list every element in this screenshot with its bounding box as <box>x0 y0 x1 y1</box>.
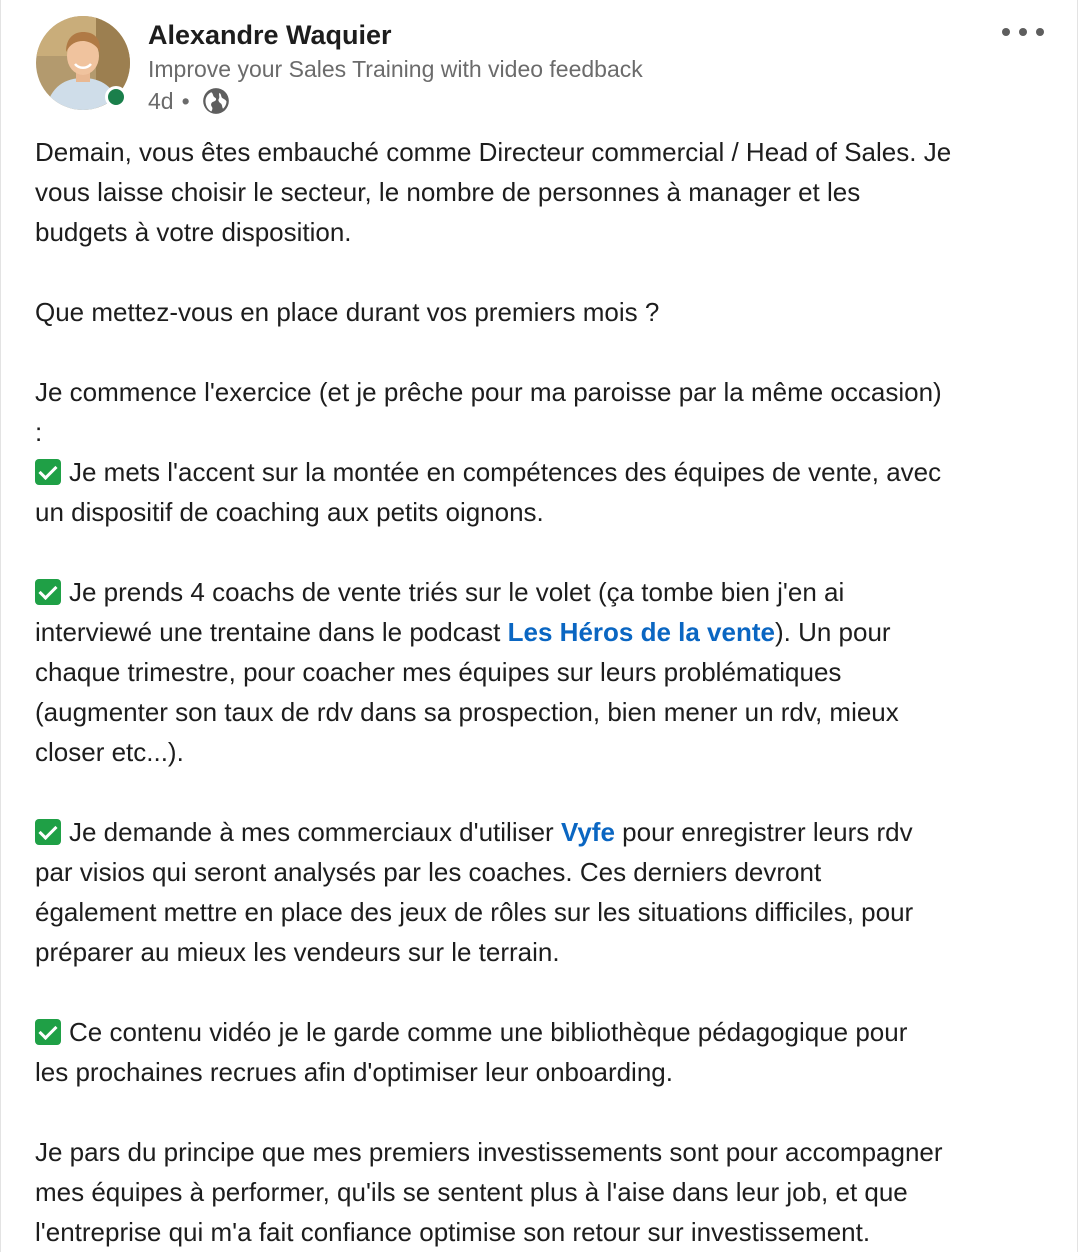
post-line: les prochaines recrues afin d'optimiser leur onboarding. <box>35 1057 673 1087</box>
check-mark-emoji-icon <box>35 819 61 845</box>
bullet-line <box>35 572 1065 612</box>
post-line: budgets à votre disposition. <box>35 217 352 247</box>
online-status-indicator <box>105 86 127 108</box>
more-horizontal-icon <box>1002 28 1010 36</box>
check-mark-emoji-icon <box>35 1019 61 1045</box>
post-line: préparer au mieux les vendeurs sur le terrain. <box>35 937 560 967</box>
post-line: Je commence l'exercice (et je prêche pour ma paroisse par la même occasion) <box>35 377 942 407</box>
author-name[interactable]: Alexandre Waquier <box>148 20 392 50</box>
bullet-line <box>35 1012 1065 1052</box>
post-line: Je pars du principe que mes premiers investissements sont pour accompagner <box>35 1137 943 1167</box>
post-text <box>35 132 1065 1252</box>
post-line: (augmenter son taux de rdv dans sa prospection, bien mener un rdv, mieux <box>35 697 899 727</box>
post-line: chaque trimestre, pour coacher mes équipes sur leurs problématiques <box>35 657 842 687</box>
post-line: mes équipes à performer, qu'ils se sentent plus à l'aise dans leur job, et que <box>35 1177 908 1207</box>
globe-icon <box>202 87 230 115</box>
post-line: l'entreprise qui m'a fait confiance optimise son retour sur investissement. <box>35 1217 871 1247</box>
vyfe-link[interactable]: Vyfe <box>560 817 615 847</box>
bullet-text: Je mets l'accent sur la montée en compétences des équipes de vente, avec <box>69 457 942 487</box>
author-headline: Improve your Sales Training with video feedback <box>148 56 643 82</box>
bullet-text: Je prends 4 coachs de vente triés sur le volet (ça tombe bien j'en ai <box>69 577 845 607</box>
meta-separator: • <box>181 87 190 114</box>
podcast-link[interactable]: Les Héros de la vente <box>507 617 775 647</box>
more-options-button[interactable] <box>999 18 1047 46</box>
check-mark-emoji-icon <box>35 459 61 485</box>
post-meta <box>148 87 230 115</box>
post-time: 4d <box>148 87 174 114</box>
bullet-line <box>35 452 1065 492</box>
bullet-text: Ce contenu vidéo je le garde comme une bibliothèque pédagogique pour <box>69 1017 908 1047</box>
check-mark-emoji-icon <box>35 579 61 605</box>
post-line: également mettre en place des jeux de rôles sur les situations difficiles, pour <box>35 897 914 927</box>
post-line: un dispositif de coaching aux petits oignons. <box>35 497 544 527</box>
post-line: closer etc...). <box>35 737 184 767</box>
bullet-line: Je demande à mes commerciaux d'utiliser Vyfe pour enregistrer leurs rdv <box>35 812 1065 852</box>
post-line: vous laisse choisir le secteur, le nombre de personnes à manager et les <box>35 177 861 207</box>
post-line: Que mettez-vous en place durant vos premiers mois ? <box>35 297 660 327</box>
post-line: interviewé une trentaine dans le podcast Les Héros de la vente). Un pour <box>35 617 891 647</box>
post-line: par visios qui seront analysés par les coaches. Ces derniers devront <box>35 857 822 887</box>
post-line: Demain, vous êtes embauché comme Directeur commercial / Head of Sales. Je <box>35 137 952 167</box>
post-line: : <box>35 417 43 447</box>
